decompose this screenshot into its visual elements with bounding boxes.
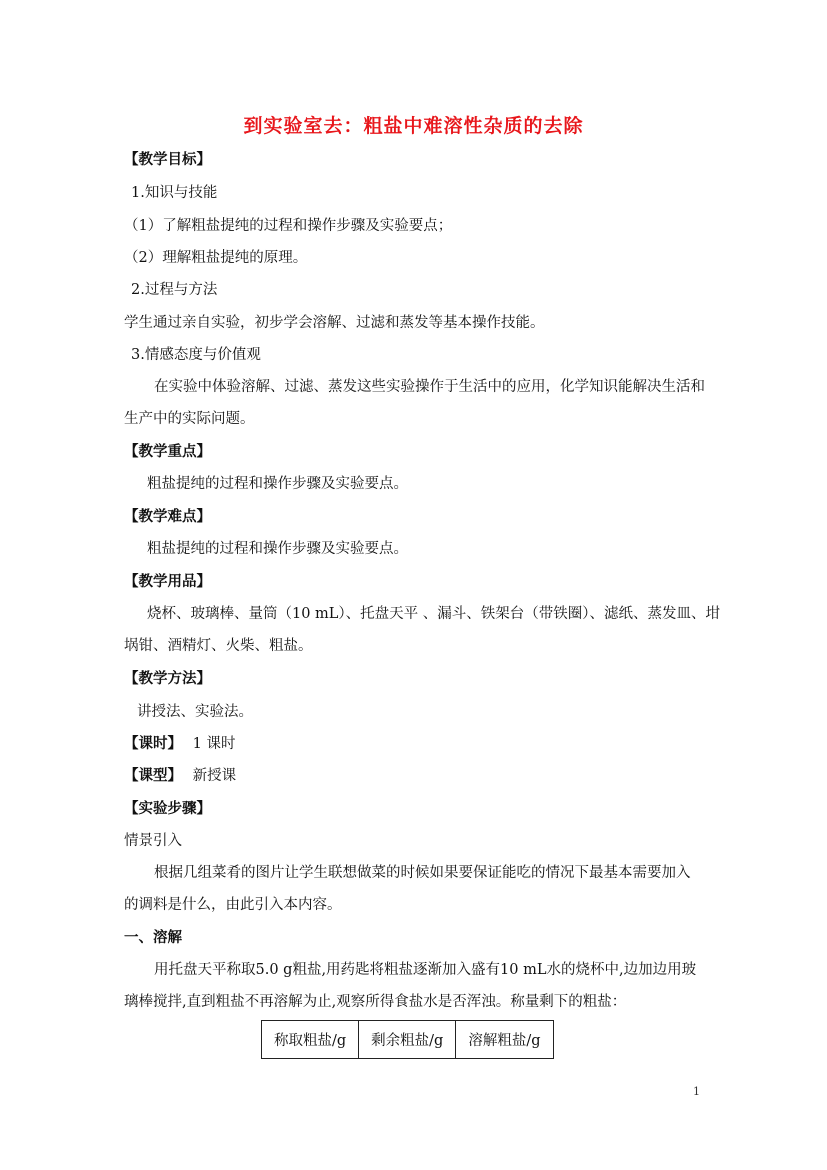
materials-text-line-1: 烧杯、玻璃棒、量筒（10 mL）、托盘天平 、漏斗、铁架台（带铁圈）、滤纸、蒸发皿、坩 xyxy=(147,606,721,622)
table-header-row xyxy=(262,1021,554,1059)
dissolve-heading: 一、溶解 xyxy=(124,929,182,946)
key-points-heading: 【教学重点】 xyxy=(124,443,211,460)
dissolve-text-line-1: 用托盘天平称取5.0 g粗盐,用药匙将粗盐逐渐加入盛有10 mL水的烧杯中,边加边用玻 xyxy=(154,962,697,978)
salt-measurement-table xyxy=(261,1020,554,1059)
knowledge-heading: 1.知识与技能 xyxy=(131,185,218,201)
difficulty-heading: 【教学难点】 xyxy=(124,508,211,525)
intro-text-line-1: 根据几组菜肴的图片让学生联想做菜的时候如果要保证能吃的情况下最基本需要加入 xyxy=(154,865,691,881)
hours-text: 1 课时 xyxy=(192,736,236,752)
table-header-weighed: 称取粗盐/g xyxy=(262,1021,359,1059)
method-heading: 【教学方法】 xyxy=(124,670,211,687)
lesson-type-text: 新授课 xyxy=(192,768,237,784)
emotion-text-line-1: 在实验中体验溶解、过滤、蒸发这些实验操作于生活中的应用，化学知识能解决生活和 xyxy=(154,379,705,395)
table-header-remaining: 剩余粗盐/g xyxy=(359,1021,456,1059)
emotion-text-line-2: 生产中的实际问题。 xyxy=(124,411,255,427)
lesson-type-row xyxy=(124,766,708,786)
dissolve-text-line-2: 璃棒搅拌,直到粗盐不再溶解为止,观察所得食盐水是否浑浊。称量剩下的粗盐： xyxy=(124,994,627,1010)
method-text: 讲授法、实验法。 xyxy=(137,704,253,720)
intro-text-line-2: 的调料是什么，由此引入本内容。 xyxy=(124,897,342,913)
knowledge-item-1: （1）了解粗盐提纯的过程和操作步骤及实验要点； xyxy=(124,218,453,234)
emotion-heading: 3.情感态度与价值观 xyxy=(131,347,261,363)
process-text: 学生通过亲自实验，初步学会溶解、过滤和蒸发等基本操作技能。 xyxy=(124,315,545,331)
objectives-heading: 【教学目标】 xyxy=(124,151,211,168)
table-header-dissolved: 溶解粗盐/g xyxy=(456,1021,553,1059)
intro-heading: 情景引入 xyxy=(124,833,182,849)
difficulty-text: 粗盐提纯的过程和操作步骤及实验要点。 xyxy=(147,541,408,557)
page-number: 1 xyxy=(693,1085,700,1098)
hours-row xyxy=(124,734,708,754)
materials-heading: 【教学用品】 xyxy=(124,573,211,590)
lesson-type-heading: 【课型】 xyxy=(124,767,182,784)
materials-text-line-2: 埚钳、酒精灯、火柴、粗盐。 xyxy=(124,638,313,654)
hours-heading: 【课时】 xyxy=(124,735,182,752)
steps-heading: 【实验步骤】 xyxy=(124,800,211,817)
process-heading: 2.过程与方法 xyxy=(131,282,218,298)
document-title: 到实验室去：粗盐中难溶性杂质的去除 xyxy=(243,115,584,137)
knowledge-item-2: （2）理解粗盐提纯的原理。 xyxy=(124,250,308,266)
key-points-text: 粗盐提纯的过程和操作步骤及实验要点。 xyxy=(147,476,408,492)
